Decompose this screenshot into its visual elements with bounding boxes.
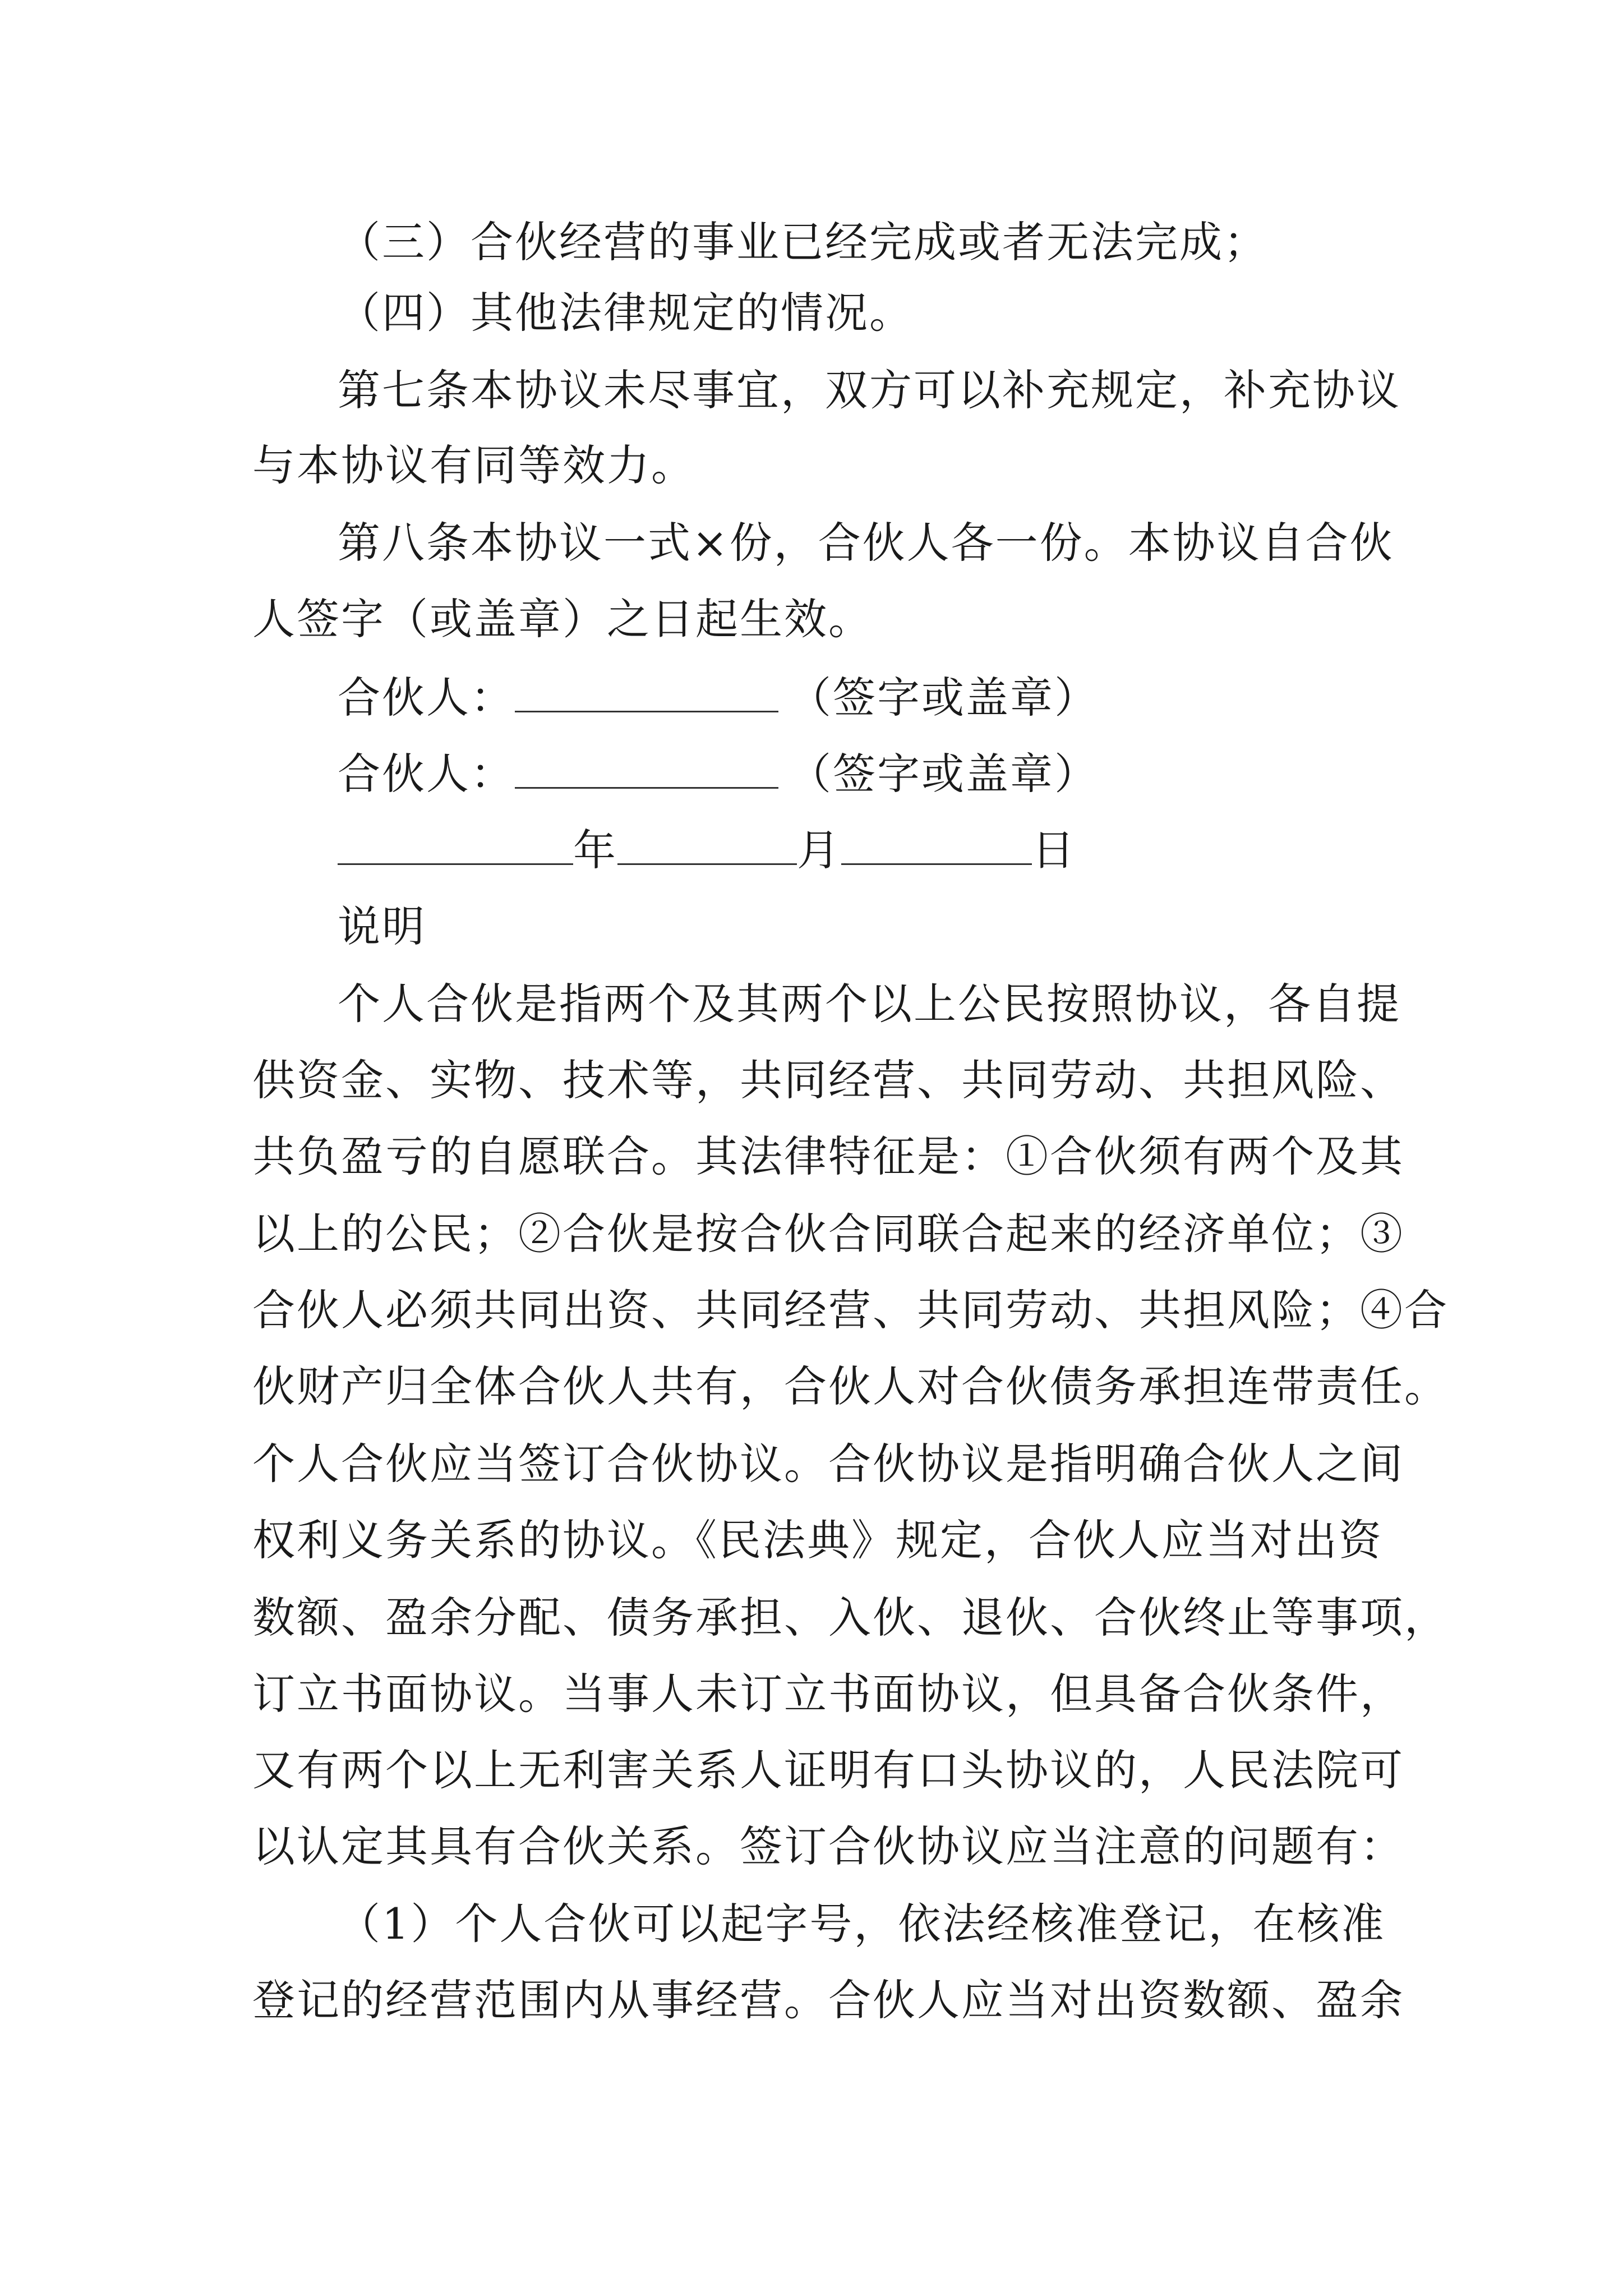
article-8-line-1: 第八条本协议一式×份，合伙人各一份。本协议自合伙	[338, 518, 1394, 568]
partner-label: 合伙人：	[338, 673, 515, 723]
explanation-line: 个人合伙是指两个及其两个以上公民按照协议，各自提	[338, 979, 1401, 1029]
explanation-line: 合伙人必须共同出资、共同经营、共同劳动、共担风险；④合	[252, 1285, 1449, 1335]
explanation-line: 个人合伙应当签订合伙协议。合伙协议是指明确合伙人之间	[252, 1439, 1404, 1489]
explanation-line: 数额、盈余分配、债务承担、入伙、退伙、合伙终止等事项，	[252, 1593, 1449, 1642]
article-7-line-2: 与本协议有同等效力。	[252, 440, 695, 490]
explanation-line: （1）个人合伙可以起字号，依法经核准登记，在核准	[338, 1899, 1386, 1949]
year-blank	[338, 824, 573, 865]
sign-note: （签字或盖章）	[789, 673, 1099, 723]
explanation-line: 又有两个以上无利害关系人证明有口头协议的，人民法院可	[252, 1745, 1404, 1795]
day-label: 日	[1032, 825, 1076, 875]
article-7-line-1: 第七条本协议未尽事宜，双方可以补充规定，补充协议	[338, 365, 1401, 415]
clause-item-3: （三）合伙经营的事业已经完成或者无法完成；	[338, 217, 1268, 267]
explanation-line: 权利义务关系的协议。《民法典》规定，合伙人应当对出资	[252, 1515, 1383, 1565]
explanation-line: 以上的公民；②合伙是按合伙合同联合起来的经济单位；③	[252, 1209, 1404, 1259]
explanation-line: 以认定其具有合伙关系。签订合伙协议应当注意的问题有：	[252, 1821, 1404, 1871]
explanation-line: 供资金、实物、技术等，共同经营、共同劳动、共担风险、	[252, 1055, 1404, 1105]
day-blank	[841, 824, 1032, 865]
explanation-line: 订立书面协议。当事人未订立书面协议，但具备合伙条件，	[252, 1669, 1404, 1719]
signature-row-2	[338, 746, 1099, 802]
year-label: 年	[573, 825, 617, 875]
month-label: 月	[797, 825, 841, 875]
signature-blank	[515, 748, 778, 789]
explanation-title: 说明	[338, 901, 426, 951]
explanation-line: 共负盈亏的自愿联合。其法律特征是：①合伙须有两个及其	[252, 1131, 1404, 1181]
month-blank	[617, 824, 797, 865]
explanation-line: 伙财产归全体合伙人共有，合伙人对合伙债务承担连带责任。	[252, 1361, 1449, 1411]
signature-blank	[515, 671, 778, 712]
explanation-line: 登记的经营范围内从事经营。合伙人应当对出资数额、盈余	[252, 1975, 1404, 2025]
article-8-line-2: 人签字（或盖章）之日起生效。	[252, 594, 873, 644]
sign-note: （签字或盖章）	[789, 749, 1099, 799]
date-row	[338, 822, 1076, 878]
partner-label: 合伙人：	[338, 749, 515, 799]
signature-row-1	[338, 670, 1099, 726]
clause-item-4: （四）其他法律规定的情况。	[338, 288, 914, 338]
